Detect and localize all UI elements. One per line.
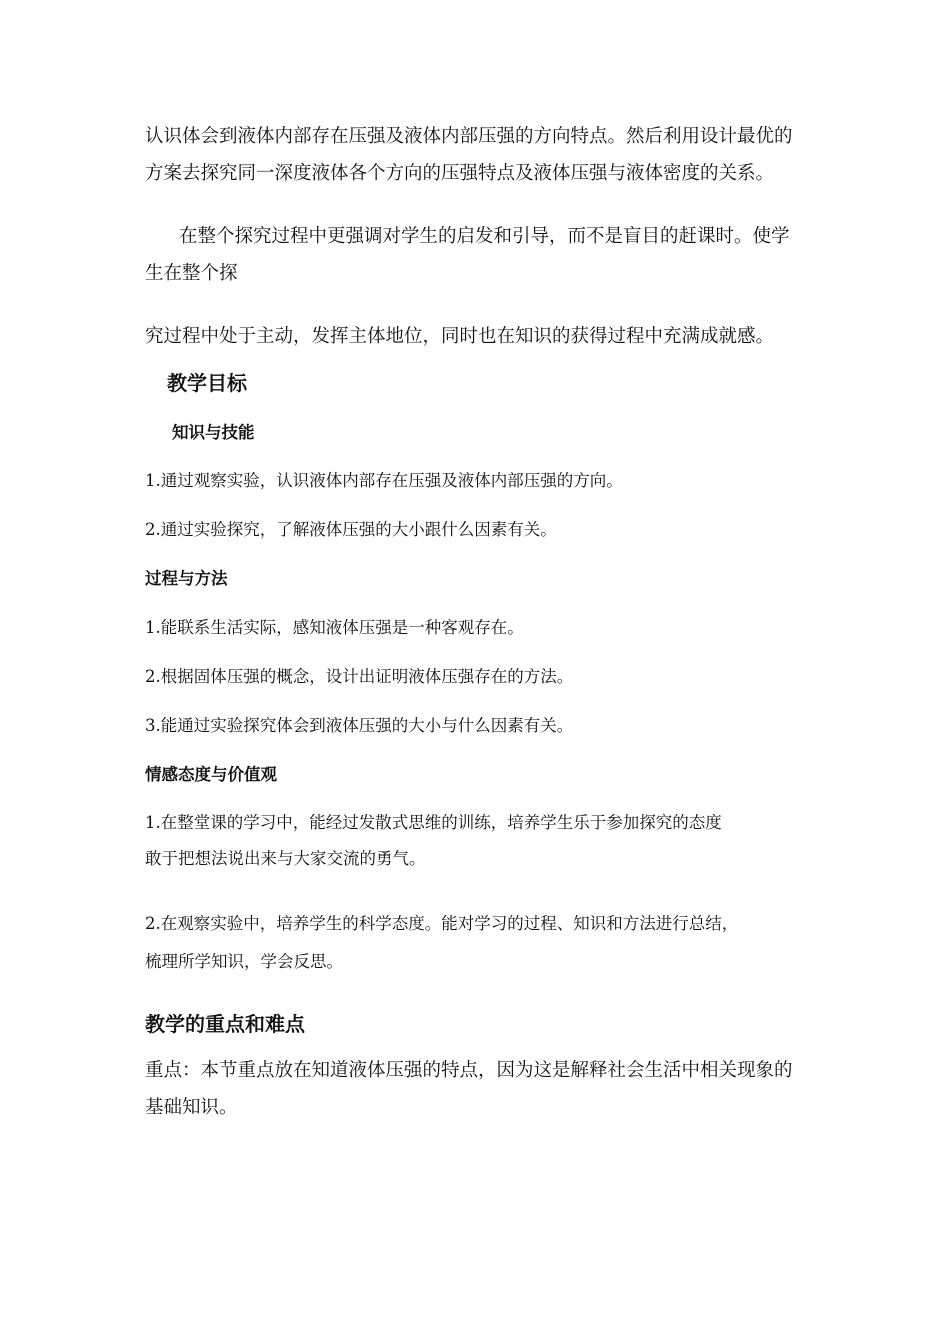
method-line-3: 究过程中处于主动，发挥主体地位，同时也在知识的获得过程中充满成就感。: [145, 326, 775, 347]
knowledge-skills-heading: 知识与技能: [172, 423, 255, 442]
keypoints-paragraph: [145, 1052, 810, 1126]
knowledge-item-1: 1.通过观察实验，认识液体内部存在压强及液体内部压强的方向。: [145, 471, 623, 490]
intro-line-2: 方案去探究同一深度液体各个方向的压强特点及液体压强与液体密度的关系。: [145, 163, 775, 184]
method-line-1: 在整个探究过程中更强调对学生的启发和引导，而不是盲目的赶课时。使学: [179, 226, 790, 247]
process-item-1: 1.能联系生活实际，感知液体压强是一种客观存在。: [145, 618, 524, 637]
process-item-3: 3.能通过实验探究体会到液体压强的大小与什么因素有关。: [145, 716, 574, 735]
attitude-item-1-line-1: 1.在整堂课的学习中，能经过发散式思维的训练，培养学生乐于参加探究的态度: [145, 813, 722, 832]
keypoints-line-2: 基础知识。: [145, 1097, 238, 1118]
attitude-item-2-line-1: 2.在观察实验中，培养学生的科学态度。能对学习的过程、知识和方法进行总结，: [145, 914, 739, 933]
keypoints-line-1: 重点：本节重点放在知道液体压强的特点，因为这是解释社会生活中相关现象的: [145, 1060, 793, 1081]
process-item-2: 2.根据固体压强的概念，设计出证明液体压强存在的方法。: [145, 667, 574, 686]
keypoints-heading: 教学的重点和难点: [145, 1012, 305, 1036]
attitude-item-1: [145, 805, 810, 877]
intro-paragraph: [145, 118, 810, 192]
method-paragraph-continued: [145, 318, 810, 355]
attitude-item-1-line-2: 敢于把想法说出来与大家交流的勇气。: [145, 849, 426, 868]
method-paragraph: [145, 218, 810, 292]
method-line-2: 生在整个探: [145, 263, 238, 284]
objectives-heading: 教学目标: [167, 371, 247, 395]
attitude-item-2-line-2: 梳理所学知识，学会反思。: [145, 952, 343, 971]
process-method-heading: 过程与方法: [145, 569, 228, 588]
attitude-item-2: [145, 905, 810, 981]
attitude-values-heading: 情感态度与价值观: [145, 765, 277, 784]
intro-line-1: 认识体会到液体内部存在压强及液体内部压强的方向特点。然后利用设计最优的: [145, 126, 793, 147]
knowledge-item-2: 2.通过实验探究，了解液体压强的大小跟什么因素有关。: [145, 520, 557, 539]
